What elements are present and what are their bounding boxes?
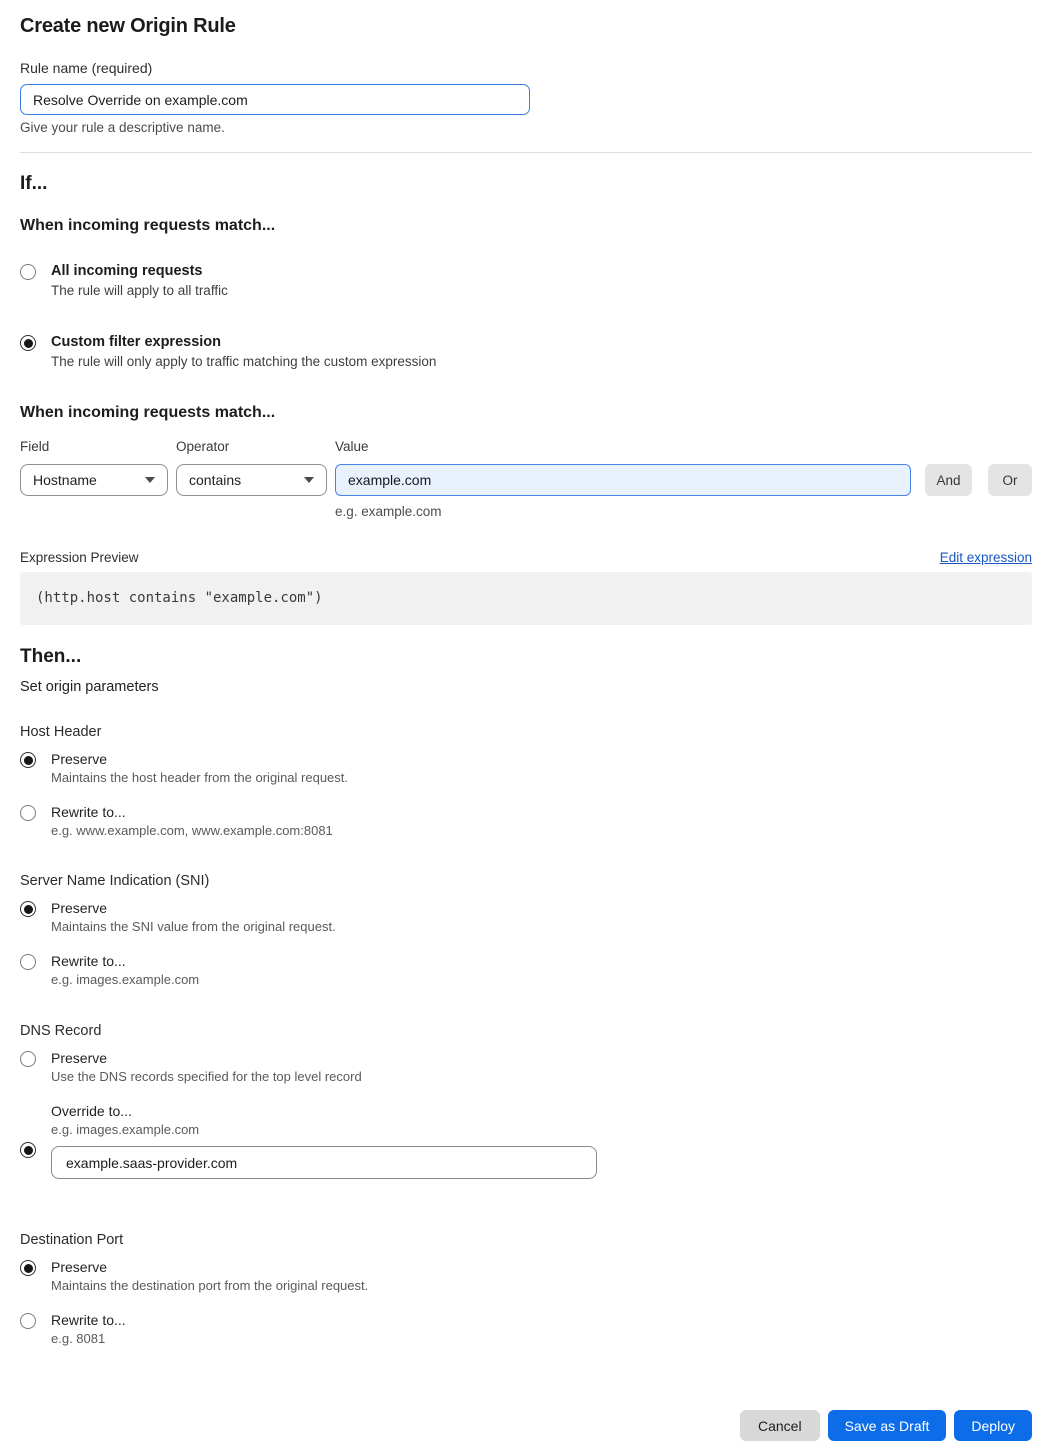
radio-option-sni-preserve[interactable] <box>20 900 1032 934</box>
option-label: Preserve <box>51 900 108 916</box>
radio-button[interactable] <box>20 335 36 351</box>
destination-port-group-title: Destination Port <box>20 1232 124 1248</box>
option-label: Rewrite to... <box>51 953 126 969</box>
option-description: Maintains the SNI value from the original request. <box>51 919 336 934</box>
radio-option-custom-filter-expression[interactable] <box>20 334 1032 369</box>
radio-button[interactable] <box>20 954 36 970</box>
option-body <box>51 900 336 934</box>
operator-select-value: contains <box>189 472 242 488</box>
field-column <box>20 439 168 496</box>
expression-preview-label: Expression Preview <box>20 550 139 565</box>
option-description: e.g. 8081 <box>51 1331 106 1346</box>
edit-expression-link[interactable]: Edit expression <box>939 550 1032 565</box>
option-description: The rule will only apply to traffic matching the custom expression <box>51 354 437 369</box>
option-label: Preserve <box>51 751 108 767</box>
then-heading: Then... <box>20 646 82 667</box>
field-label: Field <box>20 439 50 454</box>
radio-option-sni-rewrite[interactable] <box>20 953 1032 987</box>
match-heading: When incoming requests match... <box>20 217 276 234</box>
radio-option-port-rewrite[interactable] <box>20 1312 1032 1346</box>
option-label: Preserve <box>51 1259 108 1275</box>
footer-actions <box>740 1410 1032 1441</box>
chevron-down-icon <box>145 477 155 483</box>
radio-option-dns-preserve[interactable] <box>20 1050 1032 1084</box>
option-body <box>51 263 228 298</box>
deploy-button[interactable]: Deploy <box>954 1410 1032 1441</box>
option-label: Custom filter expression <box>51 334 222 350</box>
radio-option-port-preserve[interactable] <box>20 1259 1032 1293</box>
and-button[interactable]: And <box>925 464 972 496</box>
radio-button[interactable] <box>20 1260 36 1276</box>
dns-override-input[interactable] <box>51 1146 597 1179</box>
option-label: All incoming requests <box>51 263 203 279</box>
radio-option-host-header-rewrite[interactable] <box>20 804 1032 838</box>
option-description: Use the DNS records specified for the top level record <box>51 1069 362 1084</box>
host-header-group-title: Host Header <box>20 724 102 740</box>
expression-builder-row <box>20 439 1032 519</box>
radio-button[interactable] <box>20 805 36 821</box>
option-description: The rule will apply to all traffic <box>51 283 228 298</box>
option-body <box>51 1103 1032 1179</box>
value-input[interactable] <box>335 464 911 496</box>
dns-record-group-title: DNS Record <box>20 1023 102 1039</box>
if-heading: If... <box>20 173 48 194</box>
radio-button[interactable] <box>20 1051 36 1067</box>
cancel-button[interactable]: Cancel <box>740 1410 820 1441</box>
option-label: Rewrite to... <box>51 804 126 820</box>
radio-option-all-incoming-requests[interactable] <box>20 263 1032 298</box>
radio-option-host-header-preserve[interactable] <box>20 751 1032 785</box>
value-column <box>335 439 911 519</box>
section-divider <box>20 152 1032 153</box>
option-label: Rewrite to... <box>51 1312 126 1328</box>
radio-button[interactable] <box>20 752 36 768</box>
radio-button[interactable] <box>20 1142 36 1158</box>
builder-heading: When incoming requests match... <box>20 404 276 421</box>
expression-preview-code: (http.host contains "example.com") <box>20 572 1032 625</box>
chevron-down-icon <box>304 477 314 483</box>
option-label: Preserve <box>51 1050 108 1066</box>
option-body <box>51 1259 368 1293</box>
operator-column <box>176 439 327 496</box>
option-label: Override to... <box>51 1103 132 1119</box>
operator-label: Operator <box>176 439 230 454</box>
page-title: Create new Origin Rule <box>20 15 236 37</box>
operator-select[interactable] <box>176 464 327 496</box>
create-origin-rule-page <box>0 15 1052 1346</box>
expression-preview-header <box>20 550 1032 565</box>
option-description: e.g. images.example.com <box>51 972 200 987</box>
option-body <box>51 953 199 987</box>
option-description: Maintains the host header from the original request. <box>51 770 349 785</box>
value-label: Value <box>335 439 369 454</box>
sni-group-title: Server Name Indication (SNI) <box>20 873 210 889</box>
field-select[interactable] <box>20 464 168 496</box>
set-origin-parameters-label: Set origin parameters <box>20 679 159 695</box>
option-description: e.g. images.example.com <box>51 1122 200 1137</box>
option-body <box>51 751 348 785</box>
option-body <box>51 334 436 369</box>
radio-button[interactable] <box>20 901 36 917</box>
or-button[interactable]: Or <box>988 464 1032 496</box>
field-select-value: Hostname <box>33 472 97 488</box>
radio-button[interactable] <box>20 264 36 280</box>
option-body <box>51 804 333 838</box>
value-help: e.g. example.com <box>335 504 442 519</box>
rule-name-label: Rule name (required) <box>20 60 153 76</box>
radio-button[interactable] <box>20 1313 36 1329</box>
rule-name-input[interactable] <box>20 84 530 115</box>
rule-name-help: Give your rule a descriptive name. <box>20 120 225 135</box>
option-body <box>51 1050 362 1084</box>
option-description: e.g. www.example.com, www.example.com:8081 <box>51 823 333 838</box>
save-as-draft-button[interactable]: Save as Draft <box>828 1410 947 1441</box>
option-body <box>51 1312 126 1346</box>
radio-option-dns-override[interactable] <box>20 1103 1032 1179</box>
option-description: Maintains the destination port from the original request. <box>51 1278 369 1293</box>
